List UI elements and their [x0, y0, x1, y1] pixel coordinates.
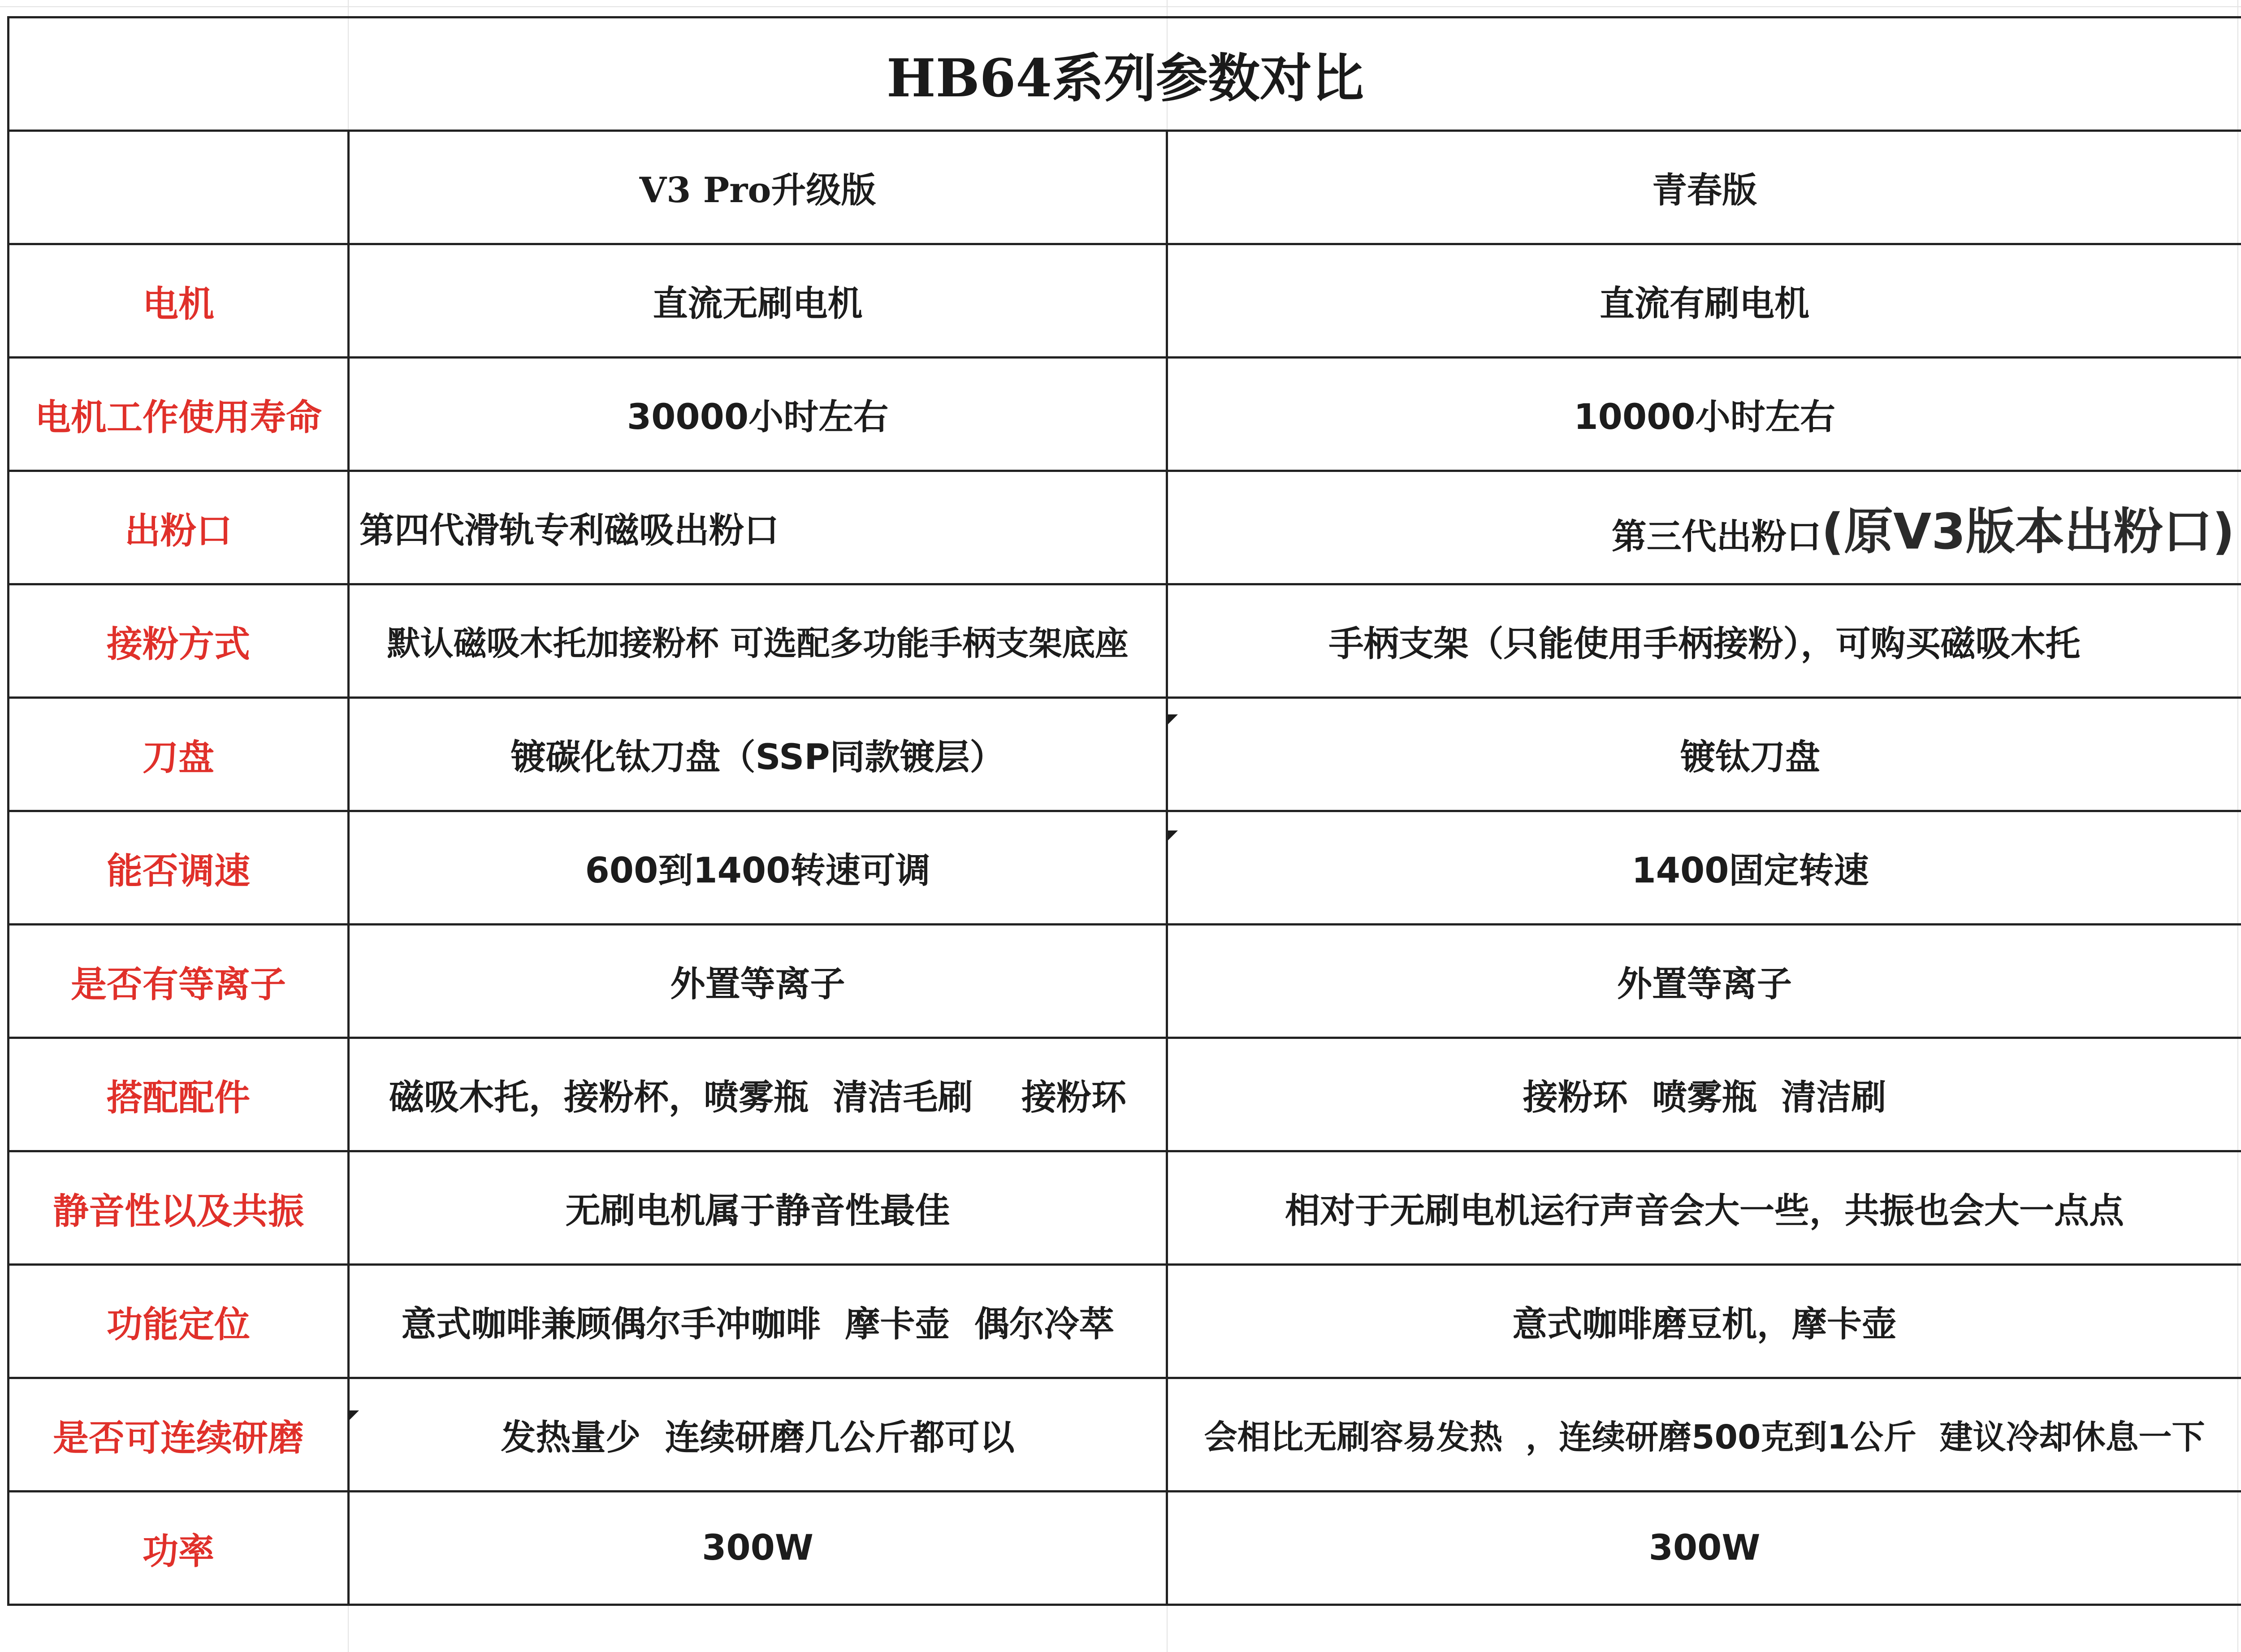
youth-cell[interactable]: 300W: [1167, 1492, 2241, 1605]
v3pro-cell[interactable]: 第四代滑轨专利磁吸出粉口: [349, 471, 1167, 584]
table-row: [9, 1151, 2241, 1265]
v3pro-cell[interactable]: 300W: [349, 1492, 1167, 1605]
table-row: [9, 244, 2241, 358]
cell-comment-marker: [349, 1410, 359, 1420]
row-label[interactable]: 电机: [9, 244, 349, 358]
youth-cell[interactable]: 10000小时左右: [1167, 358, 2241, 471]
youth-cell[interactable]: [1167, 471, 2241, 584]
table-row: [9, 925, 2241, 1038]
header-cell-empty[interactable]: [9, 131, 349, 244]
comparison-table: [7, 16, 2241, 1606]
table-row: [9, 1265, 2241, 1378]
youth-cell-text: 第三代出粉口: [1611, 517, 1821, 557]
row-label[interactable]: 是否可连续研磨: [9, 1378, 349, 1492]
row-label[interactable]: 搭配配件: [9, 1038, 349, 1151]
table-row: [9, 584, 2241, 698]
v3pro-cell[interactable]: 发热量少 连续研磨几公斤都可以: [349, 1378, 1167, 1492]
header-cell-youth[interactable]: 青春版: [1167, 131, 2241, 244]
youth-cell[interactable]: 外置等离子: [1167, 925, 2241, 1038]
table-row: [9, 1492, 2241, 1605]
youth-cell[interactable]: 会相比无刷容易发热 ，连续研磨500克到1公斤 建议冷却休息一下: [1167, 1378, 2241, 1492]
table-row: [9, 698, 2241, 811]
row-label[interactable]: 功能定位: [9, 1265, 349, 1378]
youth-cell[interactable]: 接粉环 喷雾瓶 清洁刷: [1167, 1038, 2241, 1151]
row-label[interactable]: 接粉方式: [9, 584, 349, 698]
v3pro-cell[interactable]: 30000小时左右: [349, 358, 1167, 471]
row-label[interactable]: 静音性以及共振: [9, 1151, 349, 1265]
table-row: [9, 1038, 2241, 1151]
table-row: [9, 358, 2241, 471]
row-label[interactable]: 能否调速: [9, 811, 349, 925]
header-cell-v3pro[interactable]: V3 Pro升级版: [349, 131, 1167, 244]
v3pro-cell[interactable]: 默认磁吸木托加接粉杯 可选配多功能手柄支架底座: [349, 584, 1167, 698]
youth-cell-suffix: (原V3版本出粉口): [1821, 503, 2235, 560]
youth-cell[interactable]: 镀钛刀盘: [1167, 698, 2241, 811]
v3pro-cell[interactable]: 磁吸木托，接粉杯，喷雾瓶 清洁毛刷 接粉环: [349, 1038, 1167, 1151]
table-title[interactable]: HB64系列参数对比: [9, 17, 2241, 131]
v3pro-cell[interactable]: 镀碳化钛刀盘（SSP同款镀层）: [349, 698, 1167, 811]
title-row: [9, 17, 2241, 131]
row-label[interactable]: 刀盘: [9, 698, 349, 811]
row-label[interactable]: 出粉口: [9, 471, 349, 584]
table-row: [9, 471, 2241, 584]
v3pro-cell[interactable]: 意式咖啡兼顾偶尔手冲咖啡 摩卡壶 偶尔冷萃: [349, 1265, 1167, 1378]
youth-cell[interactable]: 1400固定转速: [1167, 811, 2241, 925]
v3pro-cell[interactable]: 外置等离子: [349, 925, 1167, 1038]
header-row: [9, 131, 2241, 244]
youth-cell[interactable]: 手柄支架（只能使用手柄接粉），可购买磁吸木托: [1167, 584, 2241, 698]
youth-cell[interactable]: 直流有刷电机: [1167, 244, 2241, 358]
v3pro-cell[interactable]: 直流无刷电机: [349, 244, 1167, 358]
row-label[interactable]: 功率: [9, 1492, 349, 1605]
table-row: [9, 1378, 2241, 1492]
row-label[interactable]: 是否有等离子: [9, 925, 349, 1038]
sheet-gridline: [0, 6, 2241, 7]
table-row: [9, 811, 2241, 925]
v3pro-cell[interactable]: 无刷电机属于静音性最佳: [349, 1151, 1167, 1265]
youth-cell[interactable]: 意式咖啡磨豆机，摩卡壶: [1167, 1265, 2241, 1378]
cell-comment-marker: [1168, 714, 1178, 724]
youth-cell[interactable]: 相对于无刷电机运行声音会大一些，共振也会大一点点: [1167, 1151, 2241, 1265]
cell-comment-marker: [1168, 830, 1178, 840]
v3pro-cell[interactable]: 600到1400转速可调: [349, 811, 1167, 925]
row-label[interactable]: 电机工作使用寿命: [9, 358, 349, 471]
